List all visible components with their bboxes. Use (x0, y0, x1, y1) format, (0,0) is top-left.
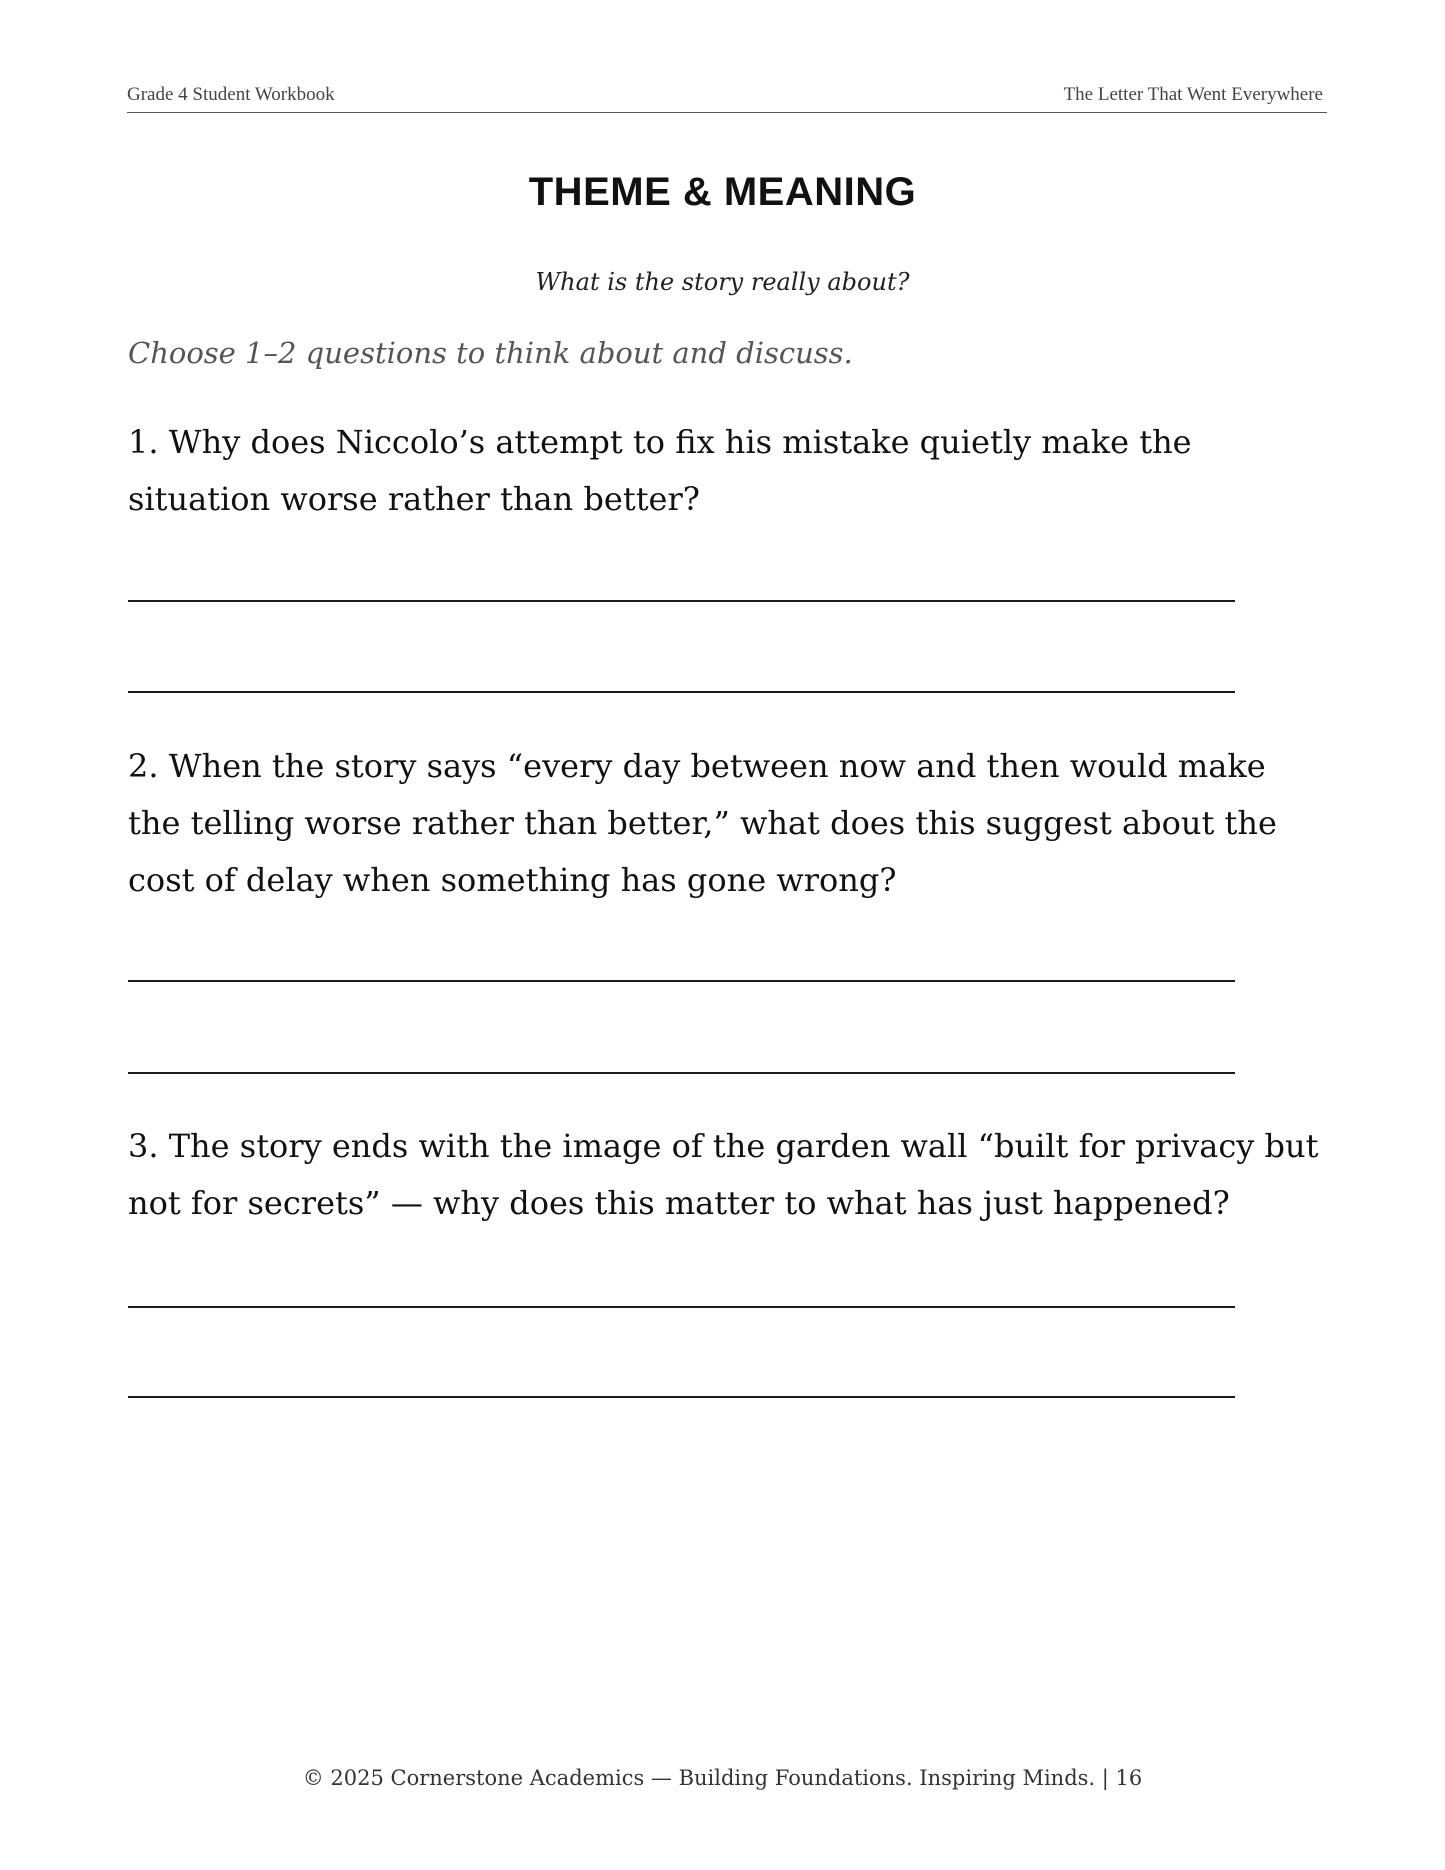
answer-line-2a[interactable] (128, 980, 1235, 982)
page-subtitle: What is the story really about? (535, 268, 910, 296)
header-story-title: The Letter That Went Everywhere (1063, 84, 1323, 105)
question-1: 1. Why does Niccolo’s attempt to fix his mistake quietly make the situation worse rather than better? (128, 423, 1192, 518)
answer-line-3a[interactable] (128, 1306, 1235, 1308)
page-footer: © 2025 Cornerstone Academics — Building Foundations. Inspiring Minds. | 16 (302, 1766, 1143, 1790)
answer-line-1b[interactable] (128, 691, 1235, 693)
question-2: 2. When the story says “every day between now and then would make the telling worse rather than better,” what does this suggest about the cost of delay when something has gone wrong? (128, 747, 1277, 899)
header-workbook-label: Grade 4 Student Workbook (127, 84, 335, 105)
answer-line-3b[interactable] (128, 1396, 1235, 1398)
instructions-text: Choose 1–2 questions to think about and discuss. (128, 336, 853, 370)
answer-line-2b[interactable] (128, 1072, 1235, 1074)
page-title: THEME & MEANING (528, 170, 917, 214)
answer-line-1a[interactable] (128, 600, 1235, 602)
question-3: 3. The story ends with the image of the garden wall “built for privacy but not for secrets” — why does this matter to what has just happened? (128, 1127, 1319, 1222)
page-header (127, 82, 1327, 113)
